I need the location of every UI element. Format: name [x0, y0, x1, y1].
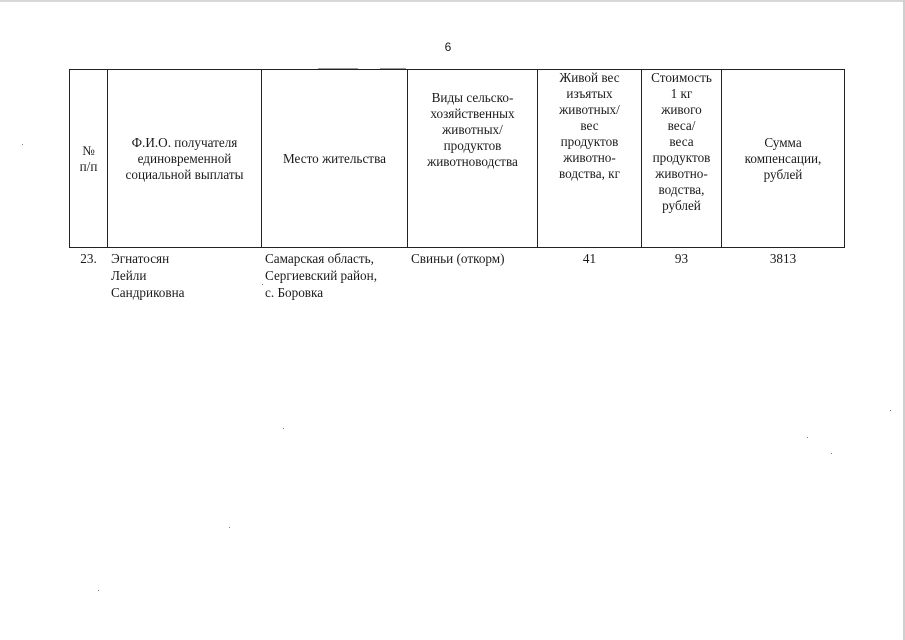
cell-compensation-sum: 3813	[769, 251, 797, 266]
header-compensation-sum: Сумма компенсации, рублей	[722, 70, 845, 248]
scan-speck	[831, 453, 832, 454]
header-animal-kind: Виды сельско- хозяйственных животных/ продуктов животноводства	[408, 70, 538, 248]
header-residence: Место жительства	[262, 70, 408, 248]
scan-mark	[380, 68, 406, 69]
header-live-weight: Живой вес изъятых животных/ вес продуктов животно- водства, кг	[538, 70, 642, 248]
cell-recipient-name: Эгнатосян Лейли Сандриковна	[111, 251, 185, 300]
scan-speck	[807, 437, 808, 438]
cell-residence: Самарская область, Сергиевский район, с. Боровка	[265, 251, 377, 300]
table-header-row	[70, 70, 845, 248]
scan-speck	[262, 284, 263, 285]
scan-speck	[283, 428, 284, 429]
cell-num: 23.	[80, 251, 97, 266]
header-num: № п/п	[70, 70, 108, 248]
table-row	[70, 248, 845, 302]
cell-live-weight: 41	[582, 251, 597, 266]
header-recipient-name: Ф.И.О. получателя единовременной социальной выплаты	[108, 70, 262, 248]
scan-edge-top	[0, 0, 905, 2]
scan-speck	[22, 144, 23, 145]
scan-mark	[318, 68, 358, 69]
scan-speck	[98, 590, 99, 591]
scan-speck	[890, 410, 891, 411]
cell-price-per-kg: 93	[674, 251, 689, 266]
header-price-per-kg: Стоимость 1 кг живого веса/ веса продуктов животно- водства, рублей	[642, 70, 722, 248]
compensation-table	[69, 69, 845, 301]
scan-speck	[229, 527, 230, 528]
page-number: 6	[444, 40, 452, 54]
cell-animal-kind: Свиньи (откорм)	[411, 251, 505, 266]
